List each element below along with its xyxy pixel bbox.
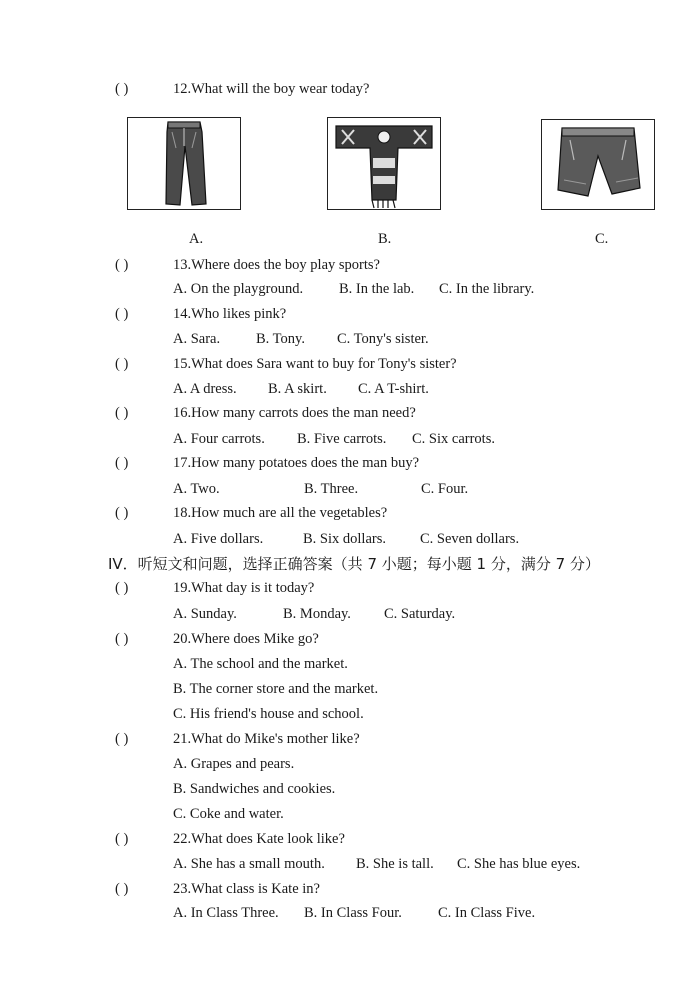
option-c[interactable]: C. A T-shirt. (358, 381, 429, 397)
question-text: 19.What day is it today? (173, 580, 315, 596)
question-text: 23.What class is Kate in? (173, 881, 320, 897)
option-c[interactable]: C. Coke and water. (173, 806, 284, 822)
option-c[interactable]: C. Six carrots. (412, 431, 495, 447)
trousers-icon (128, 118, 240, 209)
option-a[interactable]: A. Sunday. (173, 606, 237, 622)
option-b[interactable]: B. A skirt. (268, 381, 327, 397)
option-a[interactable]: A. Five dollars. (173, 531, 264, 547)
option-a[interactable]: A. On the playground. (173, 281, 304, 297)
option-a[interactable]: A. The school and the market. (173, 656, 348, 672)
option-a[interactable]: A. Two. (173, 481, 220, 497)
option-b[interactable]: B. She is tall. (356, 856, 434, 872)
option-b[interactable]: B. Sandwiches and cookies. (173, 781, 336, 797)
answer-paren[interactable]: ( ) (115, 505, 129, 521)
option-b[interactable]: B. In the lab. (339, 281, 415, 297)
option-a[interactable]: A. She has a small mouth. (173, 856, 325, 872)
answer-paren[interactable]: ( ) (115, 580, 129, 596)
option-a[interactable]: A. Grapes and pears. (173, 756, 295, 772)
option-b[interactable]: B. In Class Four. (304, 905, 402, 921)
option-b[interactable]: B. Tony. (256, 331, 305, 347)
option-a[interactable]: A. Four carrots. (173, 431, 265, 447)
answer-paren[interactable]: ( ) (115, 455, 129, 471)
answer-paren[interactable]: ( ) (115, 405, 129, 421)
question-text: 14.Who likes pink? (173, 306, 287, 322)
question-text: 17.How many potatoes does the man buy? (173, 455, 420, 471)
option-c[interactable]: C. Saturday. (384, 606, 456, 622)
answer-paren[interactable]: ( ) (115, 356, 129, 372)
shorts-icon (542, 120, 654, 209)
question-text: 22.What does Kate look like? (173, 831, 345, 847)
option-b[interactable]: B. Six dollars. (303, 531, 386, 547)
answer-paren[interactable]: ( ) (115, 306, 129, 322)
picture-label-b: B. (378, 231, 392, 247)
question-text: 20.Where does Mike go? (173, 631, 319, 647)
option-a[interactable]: A. In Class Three. (173, 905, 279, 921)
scarf-icon (328, 118, 440, 209)
option-c[interactable]: C. His friend's house and school. (173, 706, 364, 722)
picture-label-c: C. (595, 231, 609, 247)
option-c[interactable]: C. In the library. (439, 281, 535, 297)
option-b[interactable]: B. Monday. (283, 606, 351, 622)
picture-a[interactable] (127, 117, 241, 210)
question-text: 15.What does Sara want to buy for Tony's sister? (173, 356, 457, 372)
question-text: 21.What do Mike's mother like? (173, 731, 360, 747)
section-heading: IV．听短文和问题，选择正确答案（共 7 小题；每小题 1 分，满分 7 分） (108, 555, 600, 573)
option-c[interactable]: C. Tony's sister. (337, 331, 429, 347)
question-text: 13.Where does the boy play sports? (173, 257, 380, 273)
answer-paren[interactable]: ( ) (115, 631, 129, 647)
option-c[interactable]: C. Seven dollars. (420, 531, 520, 547)
option-b[interactable]: B. The corner store and the market. (173, 681, 379, 697)
option-a[interactable]: A. A dress. (173, 381, 237, 397)
question-text: 18.How much are all the vegetables? (173, 505, 388, 521)
answer-paren[interactable]: ( ) (115, 881, 129, 897)
answer-paren[interactable]: ( ) (115, 731, 129, 747)
answer-paren[interactable]: ( ) (115, 81, 129, 97)
option-b[interactable]: B. Three. (304, 481, 359, 497)
answer-paren[interactable]: ( ) (115, 831, 129, 847)
option-c[interactable]: C. In Class Five. (438, 905, 536, 921)
answer-paren[interactable]: ( ) (115, 257, 129, 273)
picture-c[interactable] (541, 119, 655, 210)
picture-b[interactable] (327, 117, 441, 210)
question-text: 16.How many carrots does the man need? (173, 405, 416, 421)
question-text: 12.What will the boy wear today? (173, 81, 370, 97)
option-c[interactable]: C. She has blue eyes. (457, 856, 581, 872)
picture-label-a: A. (189, 231, 204, 247)
option-a[interactable]: A. Sara. (173, 331, 221, 347)
option-c[interactable]: C. Four. (421, 481, 469, 497)
option-b[interactable]: B. Five carrots. (297, 431, 387, 447)
